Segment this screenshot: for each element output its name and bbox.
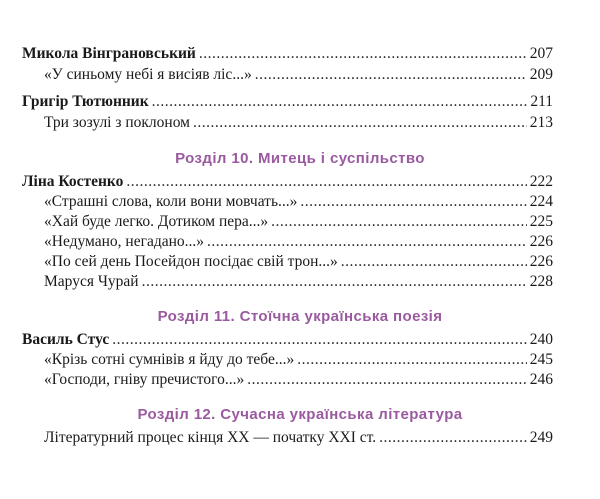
toc-page-number: 207 — [529, 45, 553, 62]
toc-entry-kostenko — [22, 172, 553, 192]
toc-leader-dots — [207, 232, 527, 252]
toc-page-number: 225 — [529, 213, 553, 230]
section-heading-12: Розділ 12. Сучасна українська література — [137, 406, 463, 423]
toc-page-number: 240 — [529, 331, 553, 348]
toc-entry-po-sei-den — [44, 252, 553, 272]
toc-entry-nedumano — [44, 232, 553, 252]
toc-leader-dots — [152, 92, 528, 112]
toc-leader-dots — [193, 113, 527, 133]
toc-leader-dots — [112, 330, 527, 350]
toc-leader-dots — [300, 192, 526, 212]
toc-page-number: 222 — [529, 173, 553, 190]
toc-entry-title: Маруся Чурай — [44, 273, 139, 290]
toc-entry-try-zozuli — [44, 113, 553, 133]
toc-leader-dots — [126, 172, 526, 192]
toc-entry-title: «По сей день Посейдон посідає свій трон...» — [44, 253, 338, 270]
toc-leader-dots — [142, 272, 527, 292]
toc-entry-strashni — [44, 192, 553, 212]
toc-entry-tiutiunnyk — [22, 92, 553, 112]
toc-entry-title: Ліна Костенко — [22, 173, 124, 190]
toc-leader-dots — [271, 212, 527, 232]
toc-leader-dots — [379, 428, 527, 448]
toc-leader-dots — [341, 252, 527, 272]
toc-page-number: 246 — [529, 371, 553, 388]
toc-entry-vinhranovsky — [22, 44, 553, 64]
toc-page-number: 213 — [529, 114, 553, 131]
toc-leader-dots — [199, 44, 527, 64]
toc-leader-dots — [247, 370, 527, 390]
toc-entry-title: Василь Стус — [22, 331, 110, 348]
toc-leader-dots — [297, 350, 527, 370]
toc-entry-hospody — [44, 370, 553, 390]
toc-entry-protses — [44, 428, 553, 448]
toc-entry-stus — [22, 330, 553, 350]
section-heading-10: Розділ 10. Митець і суспільство — [175, 150, 425, 167]
toc-page-number: 209 — [529, 66, 553, 83]
toc-entry-title: «Хай буде легко. Дотиком пера...» — [44, 213, 269, 230]
toc-leader-dots — [255, 65, 527, 85]
toc-entry-title: Літературний процес кінця XX — початку XXI ст. — [44, 429, 377, 446]
toc-entry-marusia — [44, 272, 553, 292]
toc-page-number: 224 — [529, 193, 553, 210]
toc-entry-title: Григір Тютюнник — [22, 93, 149, 110]
toc-entry-title: «Крізь сотні сумнівів я йду до тебе...» — [44, 351, 295, 368]
toc-page-number: 226 — [529, 253, 553, 270]
toc-entry-khai-bude — [44, 212, 553, 232]
toc-entry-kriz-sotni — [44, 350, 553, 370]
toc-entry-title: Микола Вінграновський — [22, 45, 196, 62]
toc-page-number: 249 — [529, 429, 553, 446]
toc-entry-title: «У синьому небі я висіяв ліс...» — [44, 66, 252, 83]
toc-page-number: 226 — [529, 233, 553, 250]
toc-entry-title: Три зозулі з поклоном — [44, 114, 190, 131]
toc-page-number: 228 — [529, 273, 553, 290]
toc-page-number: 245 — [529, 351, 553, 368]
toc-entry-title: «Недумано, негадано...» — [44, 233, 205, 250]
section-heading-11: Розділ 11. Стоїчна українська поезія — [157, 308, 443, 325]
toc-page-number: 211 — [530, 93, 553, 110]
toc-entry-title: «Страшні слова, коли вони мовчать...» — [44, 193, 298, 210]
toc-entry-title: «Господи, гніву пречистого...» — [44, 371, 245, 388]
toc-entry-u-synyomu — [44, 65, 553, 85]
